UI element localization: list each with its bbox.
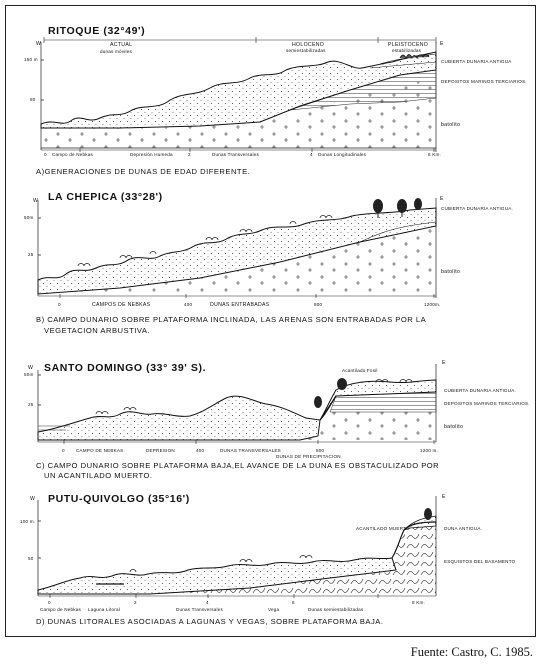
source-citation: Fuente: Castro, C. 1985. bbox=[410, 645, 533, 659]
panel-c-caption-2: UN ACANTILADO MUERTO. bbox=[44, 471, 153, 480]
x-label-semiestabilizadas: Dunas semiestabilizadas bbox=[308, 607, 364, 612]
x-label-entrabadas: DUNAS ENTRABADAS bbox=[210, 302, 270, 308]
cliff-label: Acantilado Fosil bbox=[342, 368, 378, 373]
panel-a-title: RITOQUE (32°49') bbox=[48, 25, 146, 37]
panel-b bbox=[24, 191, 513, 335]
x-num-4: 4 bbox=[310, 152, 313, 157]
panel-c bbox=[24, 360, 530, 480]
y-tick-50: 50 bbox=[28, 556, 34, 561]
legend-duna-antigua: DUNA ANTIGUA. bbox=[444, 526, 483, 531]
x-label-longitudinales: Dunas Longitudinales bbox=[318, 152, 367, 157]
x-num-800: 800 bbox=[316, 448, 325, 453]
legend-batolito: batolito bbox=[441, 269, 461, 275]
x-num-2: 2 bbox=[134, 600, 137, 605]
y-tick-25: 25 bbox=[28, 402, 34, 407]
era-pleistoceno-sub: estabilizadas bbox=[392, 48, 422, 53]
axis-e: E bbox=[442, 494, 446, 500]
panel-d bbox=[20, 493, 516, 626]
x-label-nebkas: CAMPOS DE NEBKAS bbox=[92, 302, 151, 308]
x-num-400: 400 bbox=[184, 302, 193, 307]
x-num-6: 6 bbox=[292, 600, 295, 605]
axis-w: W bbox=[30, 496, 36, 502]
x-num-0: 0 bbox=[62, 448, 65, 453]
legend-batolito: batolito bbox=[441, 122, 461, 128]
era-holoceno-sub: semiestabilizadas bbox=[286, 48, 326, 53]
legend-esquistos: ESQUISTOS DEL BASAMENTO bbox=[444, 559, 516, 564]
x-num-400: 400 bbox=[196, 448, 205, 453]
era-holoceno: HOLOCENO bbox=[292, 42, 325, 48]
panel-b-caption-1: B) CAMPO DUNARIO SOBRE PLATAFORMA INCLINADA, LAS ARENAS SON ENTRABADAS POR LA bbox=[36, 315, 427, 324]
y-tick-150: 150 m bbox=[24, 57, 38, 62]
legend-cubierta: CUBIERTA DUNARIA ANTIGUA bbox=[441, 59, 512, 64]
era-actual: ACTUAL bbox=[110, 42, 133, 48]
x-label-nebkas: Campo de Nebkas bbox=[52, 152, 94, 157]
x-label-transversales: Dunas Transversales bbox=[176, 607, 223, 612]
legend-depositos: DEPOSITOS MARINOS TERCIARIOS. bbox=[444, 401, 530, 406]
axis-w: W bbox=[33, 198, 39, 204]
panel-c-title: SANTO DOMINGO (33° 39' S). bbox=[44, 362, 207, 374]
panel-b-caption-2: VEGETACION ARBUSTIVA. bbox=[44, 326, 151, 335]
x-num-0: 0 bbox=[48, 600, 51, 605]
x-num-2: 2 bbox=[188, 152, 191, 157]
x-label-vega: Vega bbox=[268, 607, 280, 612]
x-label-transversales: DUNAS TRANSVERSALES bbox=[220, 448, 281, 453]
x-num-0: 0 bbox=[58, 302, 61, 307]
legend-cubierta: CUBIERTA DUNARIA ANTIGUA. bbox=[444, 388, 516, 393]
x-num-1200: 1200m. bbox=[424, 302, 441, 307]
y-tick-100: 100 m. bbox=[20, 519, 36, 524]
x-label-depresion: Depresión Humeda bbox=[130, 152, 173, 157]
y-tick-80: 80 bbox=[30, 97, 36, 102]
x-num-0: 0 bbox=[44, 152, 47, 157]
legend-cubierta: CUBIERTA DUNARIA ANTIGUA. bbox=[441, 206, 513, 211]
panel-a-caption: A)GENERACIONES DE DUNAS DE EDAD DIFERENTE. bbox=[36, 167, 251, 176]
axis-e: E bbox=[440, 41, 444, 47]
x-num-1200: 1200 m. bbox=[420, 448, 438, 453]
legend-depositos: DEPOSITOS MARINOS TERCIARIOS. bbox=[441, 79, 527, 84]
x-num-6: 6 Km. bbox=[428, 152, 441, 157]
era-actual-sub: dunas móviles bbox=[100, 49, 132, 54]
panel-c-caption-1: C) CAMPO DUNARIO SOBRE PLATAFORMA BAJA,EL AVANCE DE LA DUNA ES OBSTACULIZADO POR bbox=[36, 461, 440, 470]
y-tick-50: 50m bbox=[24, 215, 34, 220]
x-label-nebkas: CAMPO DE NEBKAS bbox=[76, 448, 124, 453]
cliff-label: ACANTILADO MUERTO bbox=[356, 526, 410, 531]
panel-b-title: LA CHEPICA (33°28') bbox=[48, 191, 163, 203]
panel-a bbox=[24, 25, 527, 176]
era-pleistoceno: PLEISTOCENO bbox=[388, 42, 429, 48]
axis-w: W bbox=[36, 41, 42, 47]
legend-batolito: batolito bbox=[444, 424, 464, 430]
axis-w: W bbox=[28, 365, 34, 371]
panel-d-caption: D) DUNAS LITORALES ASOCIADAS A LAGUNAS Y VEGAS, SOBRE PLATAFORMA BAJA. bbox=[36, 617, 384, 626]
x-num-800: 800 bbox=[314, 302, 323, 307]
y-tick-25: 25 bbox=[28, 252, 34, 257]
dune-sand bbox=[38, 396, 320, 440]
trees bbox=[424, 508, 432, 520]
panel-d-title: PUTU-QUIVOLGO (35°16') bbox=[48, 493, 190, 505]
x-label-depresion: DEPRESION bbox=[146, 448, 175, 453]
x-label-transversales: Dunas Transversales bbox=[212, 152, 259, 157]
axis-e: E bbox=[442, 360, 446, 366]
x-label-laguna: Laguna Litoral bbox=[88, 607, 120, 612]
y-tick-50: 50m bbox=[24, 372, 34, 377]
era-bar bbox=[44, 37, 436, 43]
x-num-4: 4 bbox=[206, 600, 209, 605]
x-label-nebkas: Campo de Nebkas bbox=[40, 607, 82, 612]
x-num-8: 8 Km. bbox=[412, 600, 425, 605]
x-label-precipitacion: DUNAS DE PRECIPITACION bbox=[276, 454, 341, 459]
axis-e: E bbox=[440, 196, 444, 202]
